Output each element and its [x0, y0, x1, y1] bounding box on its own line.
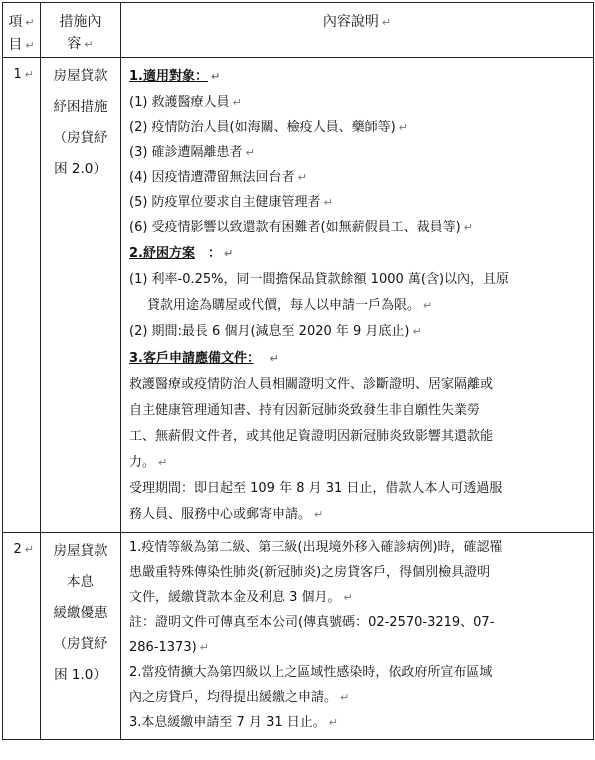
list-item: (1) 利率-0.25%，同一間擔保品貸款餘額 1000 萬(含)以內，且原: [129, 272, 510, 287]
category-line: 困 1.0）: [54, 667, 107, 683]
header-measure-line2: 容: [67, 36, 82, 52]
return-mark-icon: ↵: [398, 121, 408, 134]
return-mark-icon: ↵: [314, 508, 324, 521]
measures-table: [2, 2, 594, 740]
return-mark-icon: ↵: [232, 96, 242, 109]
return-mark-icon: ↵: [269, 352, 279, 365]
table-row: [3, 533, 594, 740]
list-item: (2) 疫情防治人員(如海關、檢疫人員、藥師等) ↵: [129, 120, 408, 135]
paragraph-line: 力。 ↵: [129, 455, 168, 470]
paragraph-line: 註：證明文件可傳真至本公司(傳真號碼：02-2570-3219、07-: [129, 615, 495, 630]
category-line: 本息: [67, 574, 94, 590]
return-mark-icon: ↵: [343, 591, 353, 604]
return-mark-icon: ↵: [328, 716, 338, 729]
header-measure: [41, 3, 121, 58]
header-content-label: 內容說明: [322, 14, 379, 30]
return-mark-icon: ↵: [84, 38, 94, 51]
list-item: (5) 防疫單位要求自主健康管理者 ↵: [129, 195, 333, 210]
section-title: 3.客戶申請應備文件： ↵: [129, 351, 279, 366]
list-item: (4) 因疫情遭滯留無法回台者 ↵: [129, 170, 307, 185]
return-mark-icon: ↵: [24, 68, 34, 81]
header-item-number: [3, 3, 41, 58]
row-category: [41, 58, 121, 533]
row-number-value: 2: [13, 542, 22, 557]
row-number-value: 1: [13, 67, 22, 82]
row-number: [3, 533, 41, 740]
list-item: (3) 確診遭隔離患者 ↵: [129, 145, 255, 160]
return-mark-icon: ↵: [25, 39, 35, 52]
return-mark-icon: ↵: [381, 16, 392, 29]
category-line: （房貸紓: [53, 130, 108, 146]
header-row: [3, 3, 594, 58]
return-mark-icon: ↵: [24, 543, 34, 556]
list-item: (6) 受疫情影響以致還款有困難者(如無薪假員工、裁員等) ↵: [129, 220, 473, 235]
return-mark-icon: ↵: [297, 171, 307, 184]
return-mark-icon: ↵: [463, 221, 473, 234]
row-content: [121, 58, 594, 533]
row-content: [121, 533, 594, 740]
header-content: [121, 3, 594, 58]
paragraph-line: 患嚴重特殊傳染性肺炎(新冠肺炎)之房貸客戶，得個別檢具證明: [129, 565, 491, 580]
header-item-line1: 項: [8, 14, 23, 30]
category-line: 房屋貸款: [53, 68, 108, 84]
return-mark-icon: ↵: [412, 325, 422, 338]
header-measure-line1: 措施內: [59, 14, 102, 30]
return-mark-icon: ↵: [423, 299, 433, 312]
category-line: 房屋貸款: [53, 543, 108, 559]
paragraph-line: 工、無薪假文件者，或其他足資證明因新冠肺炎致影響其還款能: [129, 429, 494, 444]
return-mark-icon: ↵: [158, 456, 168, 469]
return-mark-icon: ↵: [245, 146, 255, 159]
list-item: (1) 救護醫療人員 ↵: [129, 95, 242, 110]
row-number: [3, 58, 41, 533]
return-mark-icon: ↵: [210, 70, 221, 83]
category-line: 緩繳優惠: [53, 605, 108, 621]
category-line: 紓困措施: [53, 99, 108, 115]
paragraph-line: 內之房貸戶，均得提出緩繳之申請。 ↵: [129, 690, 350, 705]
paragraph-line: 3.本息緩繳申請至 7 月 31 日止。 ↵: [129, 715, 338, 730]
list-item-continued: 貸款用途為購屋或代價，每人以申請一戶為限。 ↵: [147, 298, 433, 313]
paragraph-line: 自主健康管理通知書、持有因新冠肺炎致發生非自願性失業勞: [129, 403, 481, 418]
paragraph-line: 286-1373) ↵: [129, 640, 209, 655]
return-mark-icon: ↵: [199, 641, 209, 654]
return-mark-icon: ↵: [25, 16, 35, 29]
category-line: （房貸紓: [53, 636, 108, 652]
section-title: 2.紓困方案 ： ↵: [129, 246, 234, 261]
paragraph-line: 受理期間：即日起至 109 年 8 月 31 日止，借款人本人可透過服: [129, 481, 503, 496]
list-item: (2) 期間:最長 6 個月(減息至 2020 年 9 月底止) ↵: [129, 324, 422, 339]
table-row: [3, 58, 594, 533]
return-mark-icon: ↵: [224, 247, 234, 260]
paragraph-line: 救護醫療或疫情防治人員相關證明文件、診斷證明、居家隔離或: [129, 377, 494, 392]
category-line: 困 2.0）: [54, 161, 107, 177]
paragraph-line: 2.當疫情擴大為第四級以上之區域性感染時，依政府所宣布區域: [129, 665, 493, 680]
section-title: 1.適用對象： ↵: [129, 69, 221, 84]
return-mark-icon: ↵: [340, 691, 350, 704]
header-item-line2: 目: [8, 37, 23, 53]
paragraph-line: 1.疫情等級為第二級、第三級(出現境外移入確診病例)時，確認罹: [129, 540, 503, 555]
paragraph-line: 文件，緩繳貸款本金及利息 3 個月。 ↵: [129, 590, 353, 605]
return-mark-icon: ↵: [323, 196, 333, 209]
row-category: [41, 533, 121, 740]
paragraph-line: 務人員、服務中心或郵寄申請。 ↵: [129, 507, 324, 522]
